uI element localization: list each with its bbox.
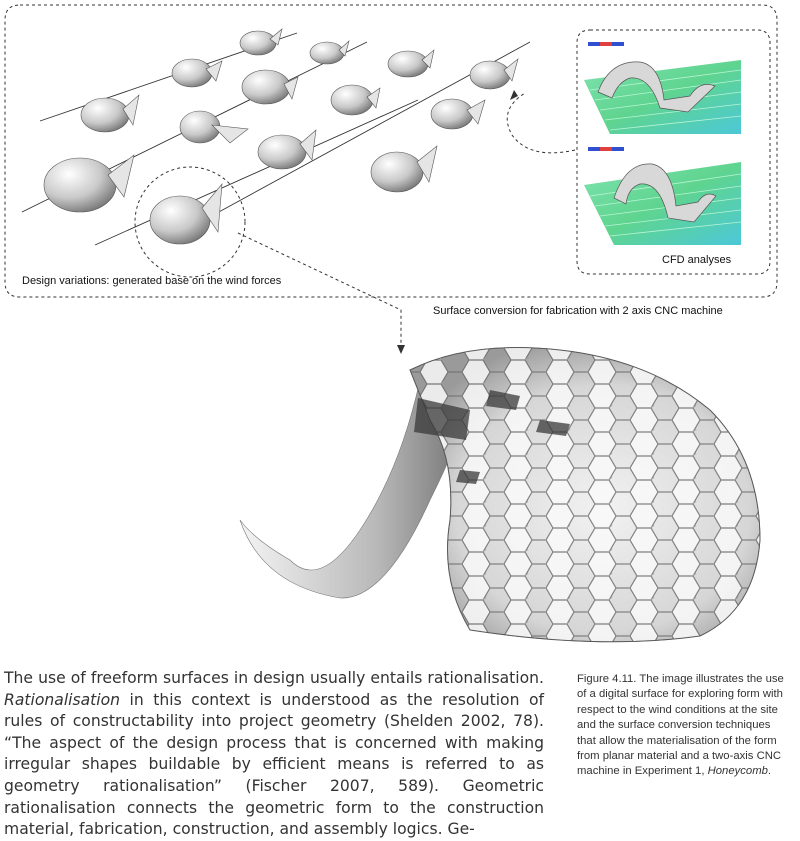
caption-italic: Honeycomb	[707, 765, 768, 778]
arrowhead-left	[510, 90, 518, 100]
honeycomb-model	[240, 348, 760, 642]
body-text-part2: in this context is understood as the resolution of rules of constructability into project geometry (Shelden 2002, 78). “The aspect of the design process that is concerned with making irregular shapes buildable by efficient means is referred to as geometry rationalisation” (Fischer 2007, 589). Geometric rationalisation connects the geometric form to the construction material, fabrication, construction, and assembly logics. Ge-	[4, 690, 544, 839]
label-surface-conversion: Surface conversion for fabrication with 2 axis CNC machine	[433, 305, 723, 317]
cfd-panel-2	[584, 145, 741, 245]
body-text-part1: The use of freeform surfaces in design usually entails rationalisation.	[4, 669, 544, 687]
arrowhead-down	[397, 345, 405, 354]
body-paragraph	[4, 668, 544, 841]
body-emphasis: Rationalisation	[4, 690, 121, 709]
cfd-panel-1	[584, 40, 741, 134]
caption-text: Figure 4.11. The image illustrates the use of a digital surface for exploring form with respect to the wind conditions at the site and the surface conversion techniques that allow the materialisation of the form from planar material and a two-axis CNC machine in Experiment 1,	[577, 673, 784, 778]
figure-caption	[577, 672, 789, 780]
design-variations	[44, 29, 518, 244]
label-design-variations: Design variations: generated base on the wind forces	[22, 275, 282, 287]
label-cfd-analyses: CFD analyses	[662, 254, 732, 266]
connector-to-cfd	[507, 93, 575, 153]
connector-to-honeycomb	[238, 233, 401, 350]
caption-end: .	[767, 765, 772, 778]
